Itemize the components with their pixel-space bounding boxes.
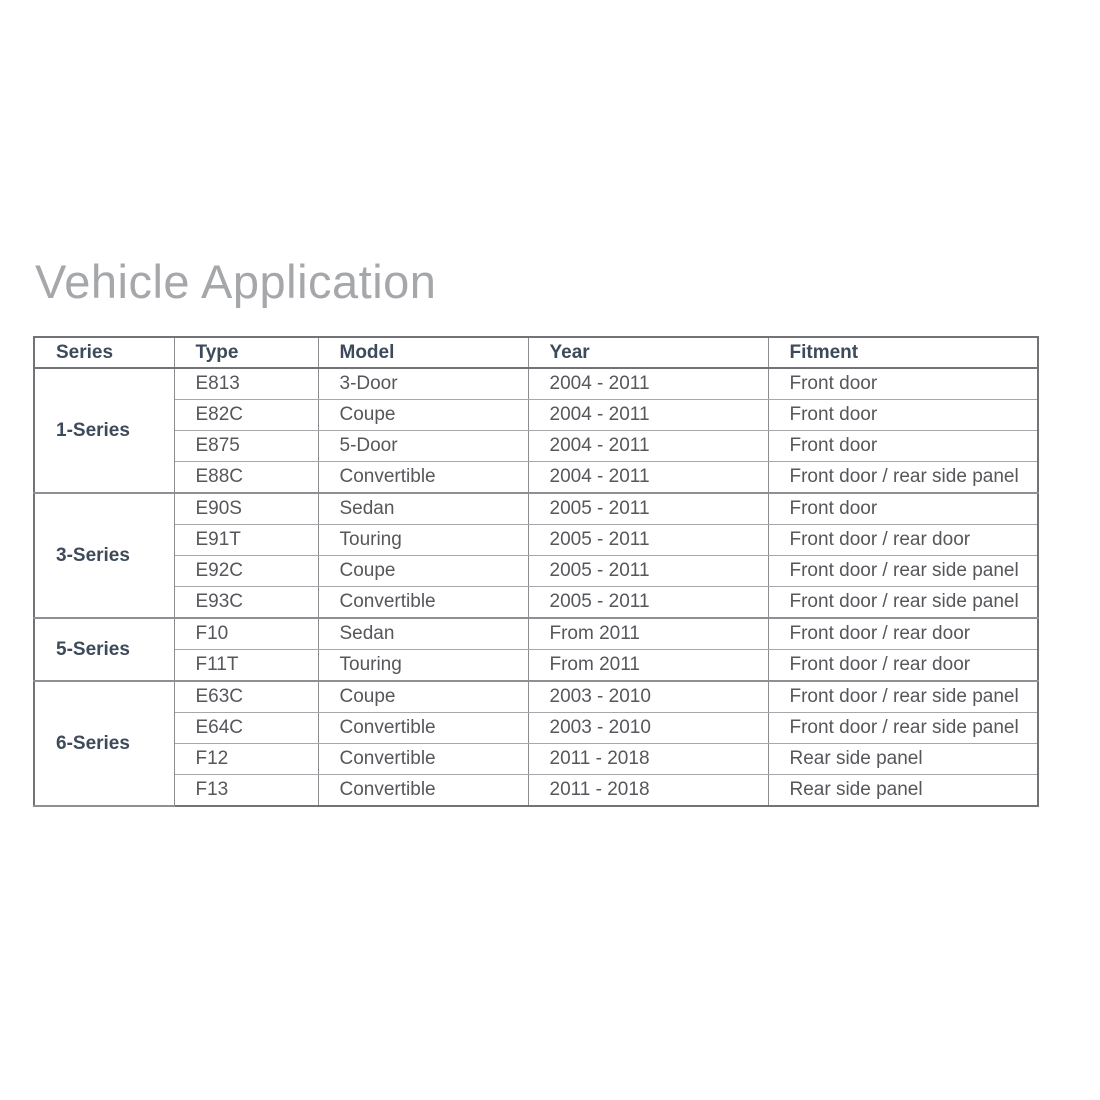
fitment-cell: Front door	[768, 493, 1038, 525]
column-header-series: Series	[34, 337, 174, 368]
type-cell: F10	[174, 618, 318, 650]
type-cell: E93C	[174, 587, 318, 619]
column-header-model: Model	[318, 337, 528, 368]
type-cell: F12	[174, 744, 318, 775]
year-cell: 2004 - 2011	[528, 368, 768, 400]
fitment-cell: Front door / rear door	[768, 525, 1038, 556]
type-cell: E90S	[174, 493, 318, 525]
fitment-cell: Rear side panel	[768, 775, 1038, 807]
series-cell: 6-Series	[34, 681, 174, 806]
table-row	[34, 462, 1038, 494]
type-cell: E92C	[174, 556, 318, 587]
table-row	[34, 775, 1038, 807]
series-cell: 5-Series	[34, 618, 174, 681]
table-row	[34, 681, 1038, 713]
fitment-cell: Rear side panel	[768, 744, 1038, 775]
table-row	[34, 650, 1038, 682]
table-row	[34, 525, 1038, 556]
fitment-cell: Front door	[768, 400, 1038, 431]
column-header-year: Year	[528, 337, 768, 368]
year-cell: 2004 - 2011	[528, 462, 768, 494]
type-cell: F11T	[174, 650, 318, 682]
year-cell: 2004 - 2011	[528, 431, 768, 462]
table-row	[34, 400, 1038, 431]
year-cell: 2005 - 2011	[528, 525, 768, 556]
table-row	[34, 493, 1038, 525]
year-cell: 2011 - 2018	[528, 775, 768, 807]
year-cell: 2011 - 2018	[528, 744, 768, 775]
table-row	[34, 587, 1038, 619]
type-cell: E88C	[174, 462, 318, 494]
model-cell: Sedan	[318, 493, 528, 525]
model-cell: 5-Door	[318, 431, 528, 462]
model-cell: Coupe	[318, 681, 528, 713]
column-header-type: Type	[174, 337, 318, 368]
fitment-cell: Front door / rear side panel	[768, 462, 1038, 494]
year-cell: 2005 - 2011	[528, 556, 768, 587]
series-cell: 1-Series	[34, 368, 174, 493]
table-row	[34, 556, 1038, 587]
vehicle-table-body	[34, 368, 1038, 806]
fitment-cell: Front door / rear door	[768, 650, 1038, 682]
table-row	[34, 431, 1038, 462]
type-cell: F13	[174, 775, 318, 807]
type-cell: E82C	[174, 400, 318, 431]
model-cell: Convertible	[318, 462, 528, 494]
series-cell: 3-Series	[34, 493, 174, 618]
fitment-cell: Front door / rear side panel	[768, 713, 1038, 744]
table-row	[34, 744, 1038, 775]
table-row	[34, 713, 1038, 744]
type-cell: E64C	[174, 713, 318, 744]
model-cell: 3-Door	[318, 368, 528, 400]
fitment-cell: Front door / rear door	[768, 618, 1038, 650]
model-cell: Convertible	[318, 775, 528, 807]
page-title: Vehicle Application	[35, 255, 437, 309]
model-cell: Convertible	[318, 587, 528, 619]
type-cell: E875	[174, 431, 318, 462]
type-cell: E813	[174, 368, 318, 400]
fitment-cell: Front door	[768, 431, 1038, 462]
year-cell: 2003 - 2010	[528, 681, 768, 713]
model-cell: Coupe	[318, 556, 528, 587]
vehicle-application-table	[33, 336, 1039, 807]
model-cell: Coupe	[318, 400, 528, 431]
model-cell: Convertible	[318, 713, 528, 744]
model-cell: Convertible	[318, 744, 528, 775]
fitment-cell: Front door / rear side panel	[768, 556, 1038, 587]
year-cell: 2005 - 2011	[528, 587, 768, 619]
model-cell: Touring	[318, 525, 528, 556]
year-cell: From 2011	[528, 618, 768, 650]
model-cell: Touring	[318, 650, 528, 682]
fitment-cell: Front door / rear side panel	[768, 587, 1038, 619]
year-cell: From 2011	[528, 650, 768, 682]
column-header-fitment: Fitment	[768, 337, 1038, 368]
type-cell: E91T	[174, 525, 318, 556]
year-cell: 2003 - 2010	[528, 713, 768, 744]
model-cell: Sedan	[318, 618, 528, 650]
year-cell: 2004 - 2011	[528, 400, 768, 431]
table-header-row	[34, 337, 1038, 368]
table-row	[34, 618, 1038, 650]
table-row	[34, 368, 1038, 400]
type-cell: E63C	[174, 681, 318, 713]
fitment-cell: Front door / rear side panel	[768, 681, 1038, 713]
year-cell: 2005 - 2011	[528, 493, 768, 525]
fitment-cell: Front door	[768, 368, 1038, 400]
